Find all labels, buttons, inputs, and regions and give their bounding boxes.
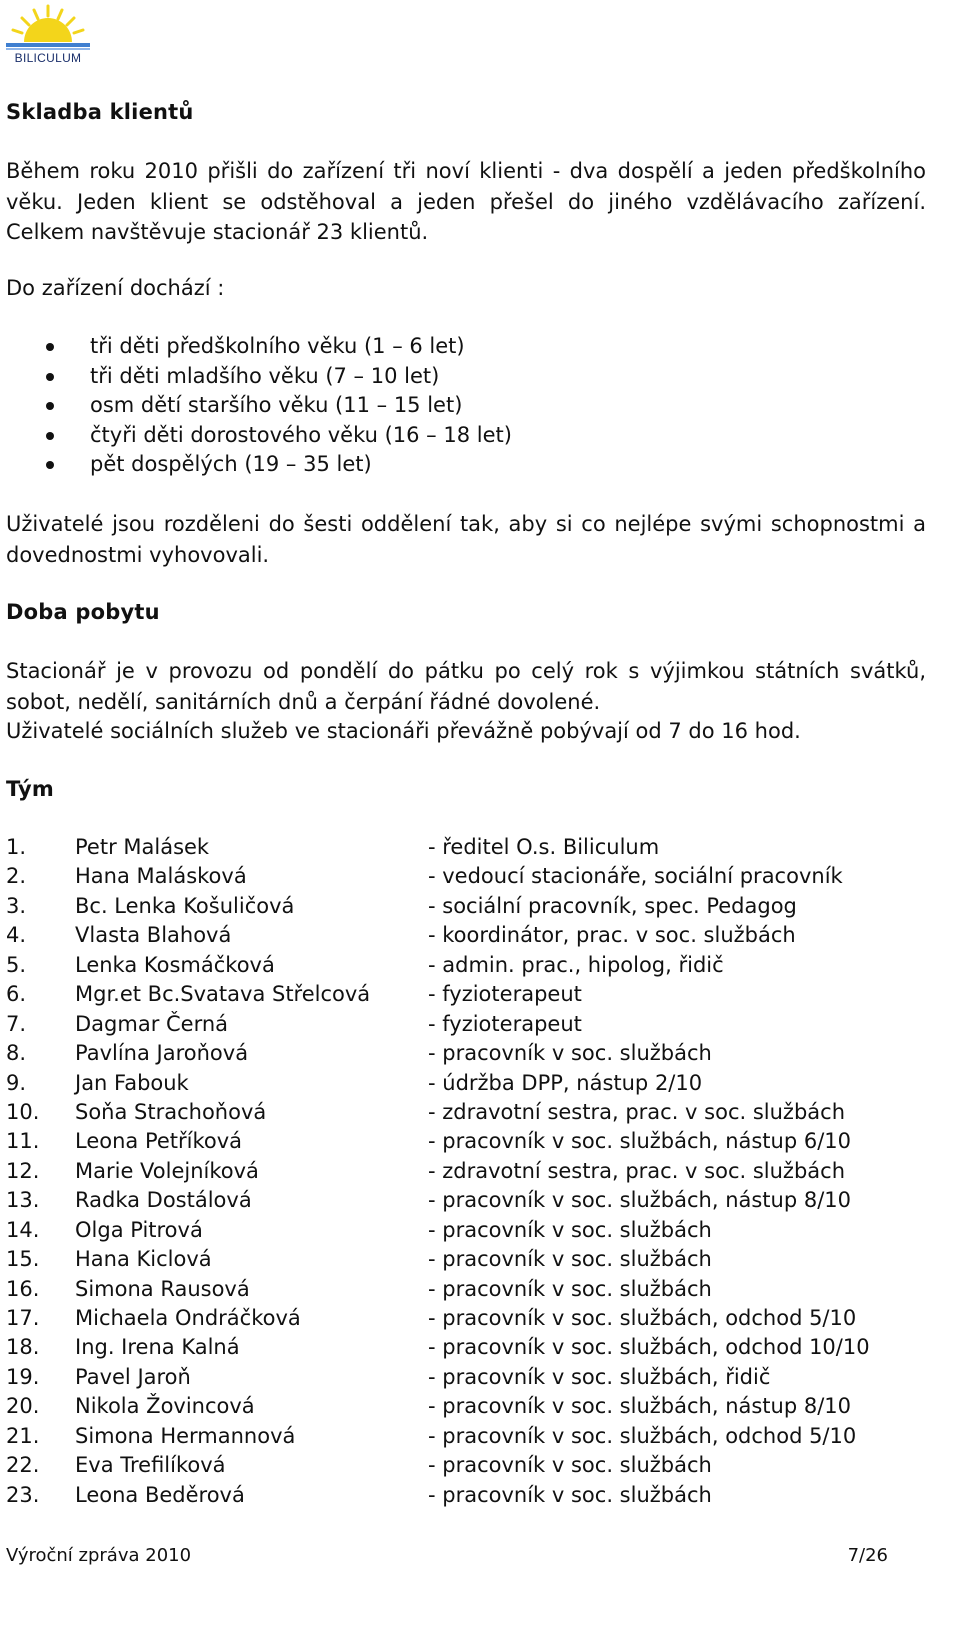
- team-member-number: 9.: [6, 1070, 27, 1095]
- team-member-number: 5.: [6, 952, 27, 977]
- team-member-number: 1.: [6, 835, 27, 859]
- team-member-role: - pracovník v soc. službách, nástup 6/10: [428, 1129, 852, 1154]
- team-member-name: Leona Beděrová: [75, 1482, 245, 1507]
- team-member-number: 20.: [6, 1394, 40, 1419]
- team-member-number: 2.: [6, 864, 27, 889]
- stay-paragraph: Stacionář je v provozu od pondělí do pátku po celý rok s výjimkou státních svátků, sobot, nedělí, sanitárních dnů a čerpání řádné dovolené.: [6, 659, 926, 714]
- team-member-role: - pracovník v soc. službách, odchod 5/10: [428, 1306, 857, 1330]
- team-member-row: [6, 1363, 926, 1392]
- team-member-row: [6, 1186, 926, 1215]
- team-member-row: [6, 1275, 926, 1304]
- team-member-name: Soňa Strachoňová: [75, 1099, 267, 1124]
- age-groups-list: [6, 332, 512, 480]
- team-member-role: - pracovník v soc. službách: [428, 1247, 712, 1272]
- bullet-icon: [46, 432, 54, 440]
- team-member-role: - zdravotní sestra, prac. v soc. službách: [428, 1158, 846, 1183]
- list-item: tři děti mladšího věku (7 – 10 let): [6, 362, 512, 392]
- team-member-number: 6.: [6, 982, 27, 1007]
- team-member-role: - vedoucí stacionáře, sociální pracovník: [428, 864, 843, 889]
- team-list: [6, 833, 926, 1510]
- team-member-number: 17.: [6, 1306, 40, 1330]
- biliculum-logo: [4, 2, 92, 70]
- sun-logo-icon: [4, 2, 92, 70]
- list-item: tři děti předškolního věku (1 – 6 let): [6, 332, 512, 362]
- division-paragraph: Uživatelé jsou rozděleni do šesti oddělení tak, aby si co nejlépe svými schopnostmi a dovednostmi vyhovovali.: [6, 512, 926, 567]
- team-member-number: 7.: [6, 1011, 27, 1036]
- team-member-row: [6, 1451, 926, 1480]
- team-member-number: 3.: [6, 893, 27, 918]
- team-member-name: Eva Trefilíková: [75, 1453, 226, 1478]
- team-member-role: - pracovník v soc. službách, odchod 5/10: [428, 1423, 857, 1448]
- footer-title: Výroční zpráva 2010: [6, 1545, 192, 1566]
- team-member-role: - pracovník v soc. službách: [428, 1276, 712, 1301]
- team-member-role: - pracovník v soc. službách: [428, 1453, 712, 1478]
- section-heading-clients: Skladba klientů: [6, 100, 194, 124]
- team-member-number: 16.: [6, 1276, 40, 1301]
- team-member-row: [6, 862, 926, 891]
- team-member-role: - ředitel O.s. Biliculum: [428, 835, 660, 859]
- team-member-number: 19.: [6, 1364, 40, 1389]
- team-member-row: [6, 892, 926, 921]
- team-member-number: 13.: [6, 1188, 40, 1213]
- team-member-row: [6, 980, 926, 1009]
- team-member-name: Simona Hermannová: [75, 1423, 296, 1448]
- team-member-number: 15.: [6, 1247, 40, 1272]
- team-member-name: Lenka Kosmáčková: [75, 952, 275, 977]
- team-member-number: 23.: [6, 1482, 40, 1507]
- team-member-number: 22.: [6, 1453, 40, 1478]
- team-member-name: Dagmar Černá: [75, 1011, 229, 1036]
- team-member-name: Jan Fabouk: [75, 1070, 189, 1095]
- team-member-number: 4.: [6, 923, 27, 948]
- team-member-number: 8.: [6, 1041, 27, 1066]
- team-member-row: [6, 1481, 926, 1510]
- team-member-role: - fyzioterapeut: [428, 1011, 582, 1036]
- team-member-number: 18.: [6, 1335, 40, 1360]
- team-member-name: Mgr.et Bc.Svatava Střelcová: [75, 982, 371, 1007]
- team-member-role: - pracovník v soc. službách, nástup 8/10: [428, 1394, 852, 1419]
- svg-text:BILICULUM: BILICULUM: [14, 51, 82, 65]
- team-member-role: - pracovník v soc. službách, odchod 10/10: [428, 1335, 870, 1360]
- team-member-name: Michaela Ondráčková: [75, 1306, 301, 1330]
- team-member-row: [6, 1304, 926, 1333]
- team-member-name: Hana Malásková: [75, 864, 247, 889]
- team-member-number: 14.: [6, 1217, 40, 1242]
- attend-label: Do zařízení dochází :: [6, 276, 225, 300]
- list-item: pět dospělých (19 – 35 let): [6, 450, 512, 480]
- team-member-name: Simona Rausová: [75, 1276, 250, 1301]
- team-member-row: [6, 951, 926, 980]
- team-member-role: - pracovník v soc. službách, řidič: [428, 1364, 771, 1389]
- team-member-row: [6, 1127, 926, 1156]
- team-member-row: [6, 1245, 926, 1274]
- team-member-row: [6, 833, 926, 862]
- team-member-row: [6, 921, 926, 950]
- team-member-name: Marie Volejníková: [75, 1158, 259, 1183]
- team-member-name: Radka Dostálová: [75, 1188, 252, 1213]
- team-member-row: [6, 1010, 926, 1039]
- team-member-row: [6, 1039, 926, 1068]
- team-member-number: 12.: [6, 1158, 40, 1183]
- bullet-icon: [46, 343, 54, 351]
- team-member-row: [6, 1216, 926, 1245]
- team-member-name: Nikola Žovincová: [75, 1394, 255, 1419]
- team-member-name: Petr Malásek: [75, 835, 210, 859]
- team-member-number: 11.: [6, 1129, 40, 1154]
- team-member-role: - pracovník v soc. službách: [428, 1217, 712, 1242]
- team-member-name: Pavel Jaroň: [75, 1364, 191, 1389]
- bullet-icon: [46, 373, 54, 381]
- team-member-row: [6, 1157, 926, 1186]
- team-member-name: Hana Kiclová: [75, 1247, 212, 1272]
- team-member-role: - zdravotní sestra, prac. v soc. službách: [428, 1099, 846, 1124]
- list-item: čtyři děti dorostového věku (16 – 18 let): [6, 421, 512, 451]
- team-member-name: Olga Pitrová: [75, 1217, 203, 1242]
- team-member-role: - sociální pracovník, spec. Pedagog: [428, 893, 797, 918]
- team-member-row: [6, 1422, 926, 1451]
- team-member-name: Pavlína Jaroňová: [75, 1041, 249, 1066]
- team-member-name: Leona Petříková: [75, 1129, 243, 1154]
- section-heading-stay: Doba pobytu: [6, 600, 160, 624]
- bullet-icon: [46, 402, 54, 410]
- team-member-name: Bc. Lenka Košuličová: [75, 893, 295, 918]
- team-member-row: [6, 1069, 926, 1098]
- team-member-name: Ing. Irena Kalná: [75, 1335, 240, 1360]
- page-number: 7/26: [847, 1545, 888, 1566]
- stay-hours-paragraph: Uživatelé sociálních služeb ve stacionáři převážně pobývají od 7 do 16 hod.: [6, 719, 801, 743]
- team-member-number: 10.: [6, 1099, 40, 1124]
- list-item: osm dětí staršího věku (11 – 15 let): [6, 391, 512, 421]
- clients-intro-paragraph: Během roku 2010 přišli do zařízení tři noví klienti - dva dospělí a jeden předškolního věku. Jeden klient se odstěhoval a jeden přešel do jiného vzdělávacího zařízení. Celkem navštěvuje stacionář 23 klientů.: [6, 159, 926, 244]
- team-member-role: - fyzioterapeut: [428, 982, 582, 1007]
- team-member-name: Vlasta Blahová: [75, 923, 232, 948]
- team-member-role: - pracovník v soc. službách: [428, 1482, 712, 1507]
- team-member-role: - admin. prac., hipolog, řidič: [428, 952, 724, 977]
- team-member-role: - koordinátor, prac. v soc. službách: [428, 923, 796, 948]
- bullet-icon: [46, 461, 54, 469]
- team-member-number: 21.: [6, 1423, 40, 1448]
- team-member-row: [6, 1392, 926, 1421]
- section-heading-team: Tým: [6, 777, 55, 801]
- team-member-row: [6, 1098, 926, 1127]
- team-member-role: - údržba DPP, nástup 2/10: [428, 1070, 703, 1095]
- team-member-role: - pracovník v soc. službách: [428, 1041, 712, 1066]
- team-member-row: [6, 1333, 926, 1362]
- team-member-role: - pracovník v soc. službách, nástup 8/10: [428, 1188, 852, 1213]
